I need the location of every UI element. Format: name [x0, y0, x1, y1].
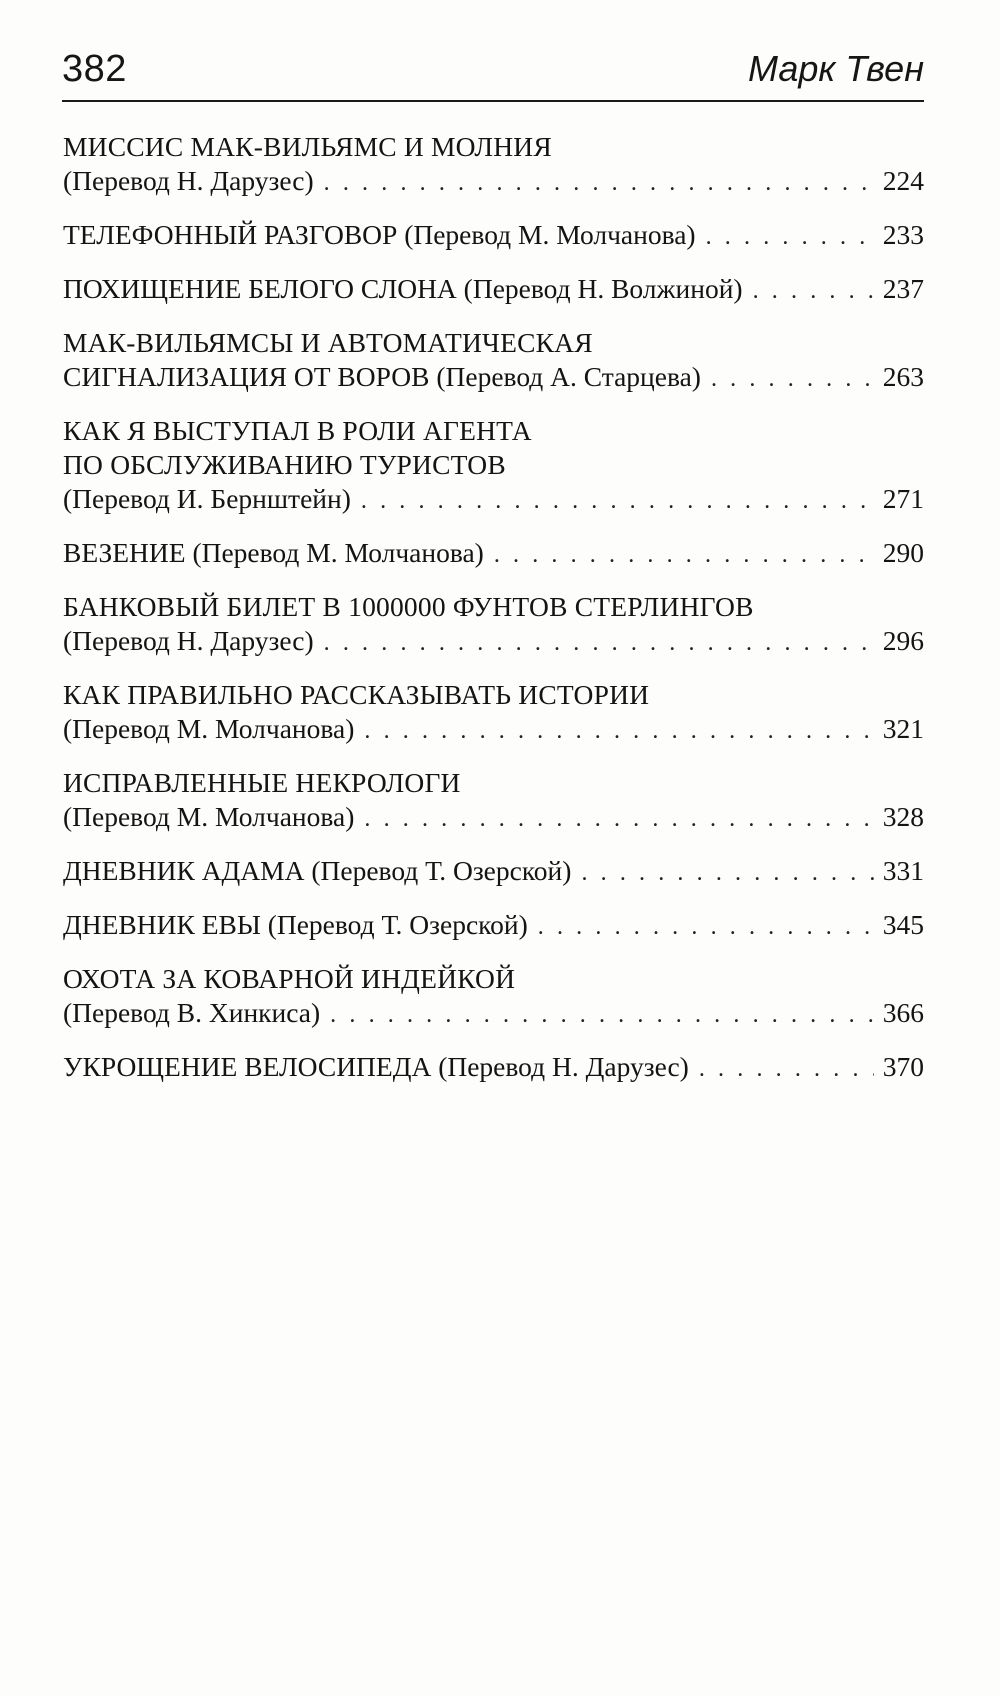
toc-entry-text: ТЕЛЕФОННЫЙ РАЗГОВОР (Перевод М. Молчанова) — [63, 219, 696, 250]
toc-entry — [63, 326, 924, 396]
toc-entry-page-line — [63, 1050, 924, 1086]
toc-entry-page-line — [63, 624, 924, 660]
toc-entry-text: СИГНАЛИЗАЦИЯ ОТ ВОРОВ (Перевод А. Старцева) — [63, 361, 701, 392]
dot-leader — [324, 626, 874, 660]
toc-entry-page-line — [63, 482, 924, 518]
header-divider — [62, 100, 924, 102]
toc-entry-title-line: КАК Я ВЫСТУПАЛ В РОЛИ АГЕНТА — [63, 415, 532, 446]
toc-entry-page-number: 328 — [882, 801, 924, 832]
toc-entry-text: (Перевод Н. Дарузес) — [63, 625, 314, 656]
toc-entry — [63, 678, 924, 748]
toc-entry-page-number: 224 — [882, 165, 924, 196]
toc-entry-page-number: 370 — [882, 1051, 924, 1082]
toc-entry-page-line — [63, 712, 924, 748]
toc-entry-page-number: 263 — [882, 361, 924, 392]
toc-entry-title-line: КАК ПРАВИЛЬНО РАССКАЗЫВАТЬ ИСТОРИИ — [63, 679, 650, 710]
toc-entry — [63, 536, 924, 572]
toc-entry-text: ВЕЗЕНИЕ (Перевод М. Молчанова) — [63, 537, 484, 568]
toc-entry-title-line: МИССИС МАК-ВИЛЬЯМС И МОЛНИЯ — [63, 131, 552, 162]
toc-entry-page-number: 237 — [882, 273, 924, 304]
toc-entry — [63, 766, 924, 836]
dot-leader — [364, 802, 874, 836]
toc-entry-page-line — [63, 854, 924, 890]
toc-entry — [63, 962, 924, 1032]
dot-leader — [494, 538, 874, 572]
table-of-contents — [63, 130, 924, 1104]
toc-entry-page-line — [63, 360, 924, 396]
toc-entry-text: ДНЕВНИК АДАМА (Перевод Т. Озерской) — [63, 855, 572, 886]
toc-entry — [63, 590, 924, 660]
dot-leader — [361, 484, 874, 518]
toc-entry-page-number: 290 — [882, 537, 924, 568]
toc-entry-text: УКРОЩЕНИЕ ВЕЛОСИПЕДА (Перевод Н. Дарузес) — [63, 1051, 689, 1082]
toc-entry — [63, 854, 924, 890]
toc-entry-page-number: 271 — [882, 483, 924, 514]
toc-entry — [63, 130, 924, 200]
dot-leader — [753, 274, 874, 308]
toc-entry-page-number: 345 — [882, 909, 924, 940]
toc-entry — [63, 908, 924, 944]
dot-leader — [706, 220, 874, 254]
toc-entry — [63, 272, 924, 308]
page-header — [62, 48, 924, 96]
page-number: 382 — [62, 48, 127, 90]
toc-entry-text: (Перевод М. Молчанова) — [63, 801, 355, 832]
toc-entry-page-number: 331 — [882, 855, 924, 886]
toc-entry-page-number: 366 — [882, 997, 924, 1028]
toc-entry-page-line — [63, 908, 924, 944]
toc-entry — [63, 414, 924, 518]
toc-entry-page-line — [63, 272, 924, 308]
toc-entry-title-line: МАК-ВИЛЬЯМСЫ И АВТОМАТИЧЕСКАЯ — [63, 327, 593, 358]
toc-entry-page-number: 296 — [882, 625, 924, 656]
toc-entry — [63, 218, 924, 254]
dot-leader — [581, 856, 874, 890]
dot-leader — [711, 362, 874, 396]
dot-leader — [330, 998, 874, 1032]
toc-entry-text: ПОХИЩЕНИЕ БЕЛОГО СЛОНА (Перевод Н. Волжиной) — [63, 273, 743, 304]
toc-entry-title-line: ОХОТА ЗА КОВАРНОЙ ИНДЕЙКОЙ — [63, 963, 516, 994]
toc-entry-text: (Перевод М. Молчанова) — [63, 713, 355, 744]
toc-entry-title-line: ИСПРАВЛЕННЫЕ НЕКРОЛОГИ — [63, 767, 461, 798]
dot-leader — [324, 166, 874, 200]
running-head-author: Марк Твен — [747, 48, 924, 89]
toc-entry-page-line — [63, 800, 924, 836]
toc-entry — [63, 1050, 924, 1086]
toc-entry-text: ДНЕВНИК ЕВЫ (Перевод Т. Озерской) — [63, 909, 528, 940]
toc-entry-page-number: 233 — [882, 219, 924, 250]
toc-entry-title-line: ПО ОБСЛУЖИВАНИЮ ТУРИСТОВ — [63, 449, 506, 480]
toc-entry-page-line — [63, 996, 924, 1032]
toc-entry-page-line — [63, 164, 924, 200]
toc-entry-text: (Перевод И. Бернштейн) — [63, 483, 351, 514]
toc-entry-page-line — [63, 218, 924, 254]
dot-leader — [364, 714, 874, 748]
toc-entry-page-number: 321 — [882, 713, 924, 744]
dot-leader — [699, 1052, 874, 1086]
toc-entry-text: (Перевод Н. Дарузес) — [63, 165, 314, 196]
toc-entry-text: (Перевод В. Хинкиса) — [63, 997, 321, 1028]
toc-entry-page-line — [63, 536, 924, 572]
toc-entry-title-line: БАНКОВЫЙ БИЛЕТ В 1000000 ФУНТОВ СТЕРЛИНГОВ — [63, 591, 754, 622]
dot-leader — [538, 910, 874, 944]
